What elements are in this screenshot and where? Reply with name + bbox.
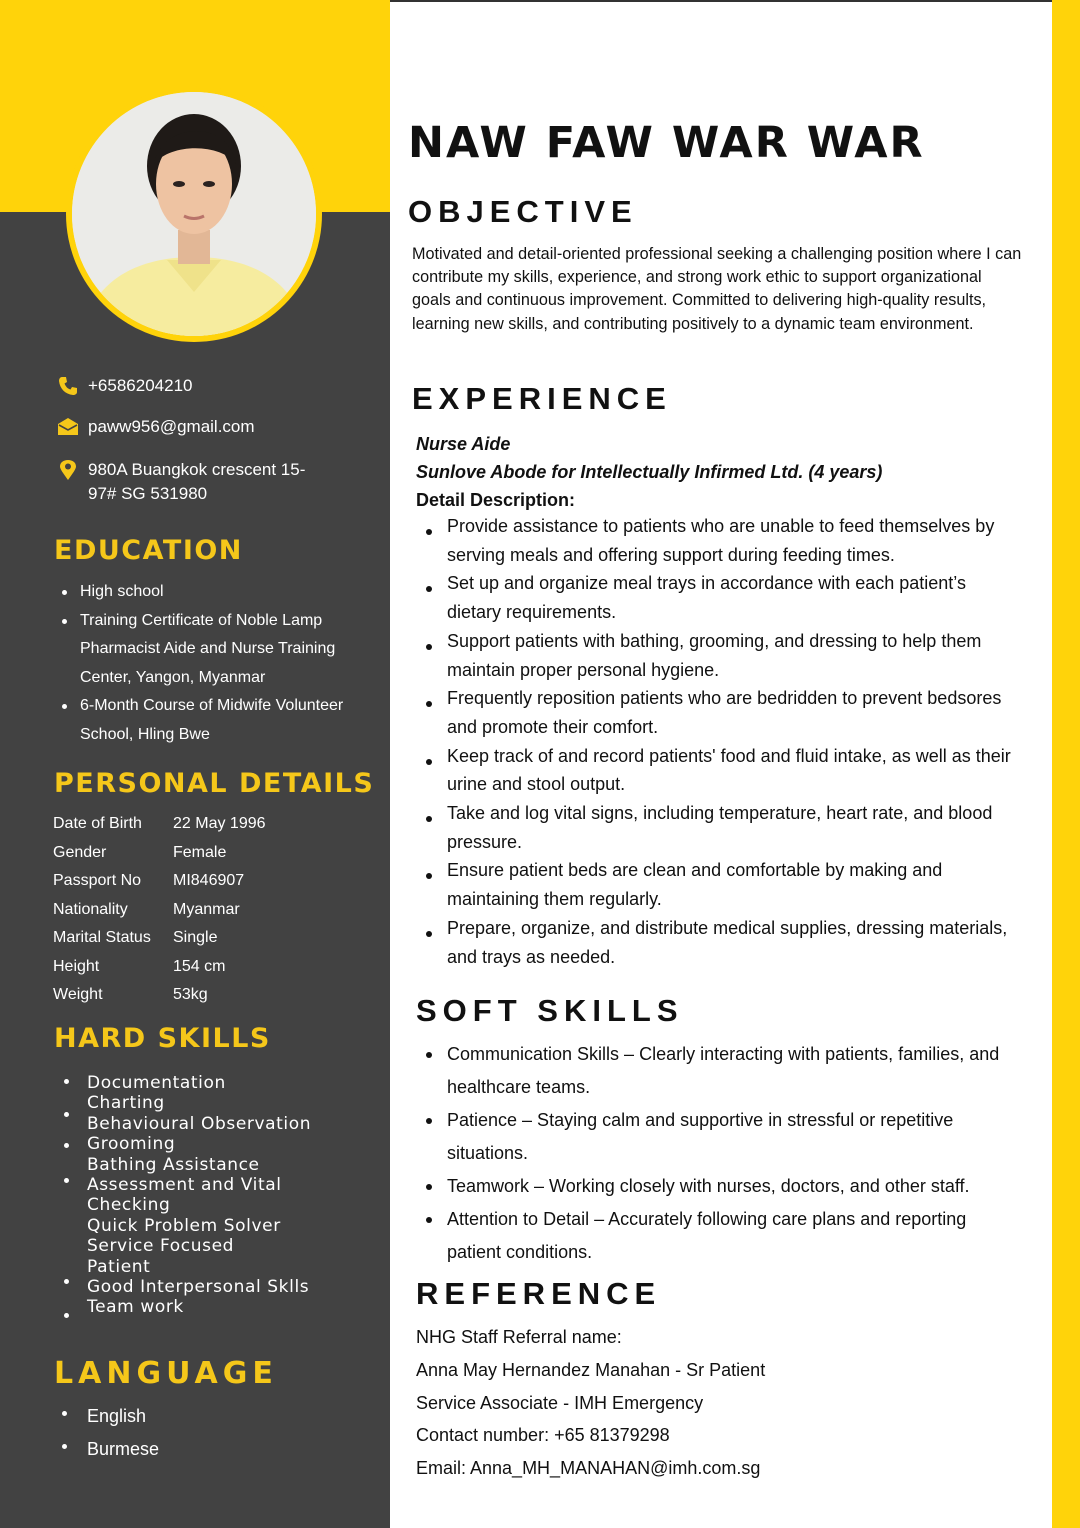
phone-number[interactable]: +6586204210 bbox=[88, 376, 193, 395]
soft-skill-item: Patience – Staying calm and supportive in stressful or repetitive situations. bbox=[416, 1104, 1016, 1170]
contact-phone bbox=[56, 374, 328, 398]
detail-row-gender bbox=[53, 839, 266, 868]
detail-row-height bbox=[53, 953, 266, 982]
reference-block bbox=[416, 1321, 1016, 1485]
duty-item: Frequently reposition patients who are bedridden to prevent bedsores and promote their comfort. bbox=[416, 684, 1016, 741]
education-item: High school bbox=[62, 578, 362, 607]
reference-line: Service Associate - IMH Emergency bbox=[416, 1392, 704, 1413]
detail-row-dob bbox=[53, 810, 266, 839]
hard-skill-line: Bathing Assistance bbox=[87, 1154, 260, 1175]
detail-label: Passport No bbox=[53, 872, 142, 889]
detail-value: 154 cm bbox=[173, 957, 226, 975]
email-address[interactable]: paww956@gmail.com bbox=[88, 417, 255, 436]
job-company: Sunlove Abode for Intellectually Infirmed Ltd. (4 years) bbox=[416, 462, 883, 482]
detail-value: MI846907 bbox=[173, 872, 245, 889]
top-border-line bbox=[390, 0, 1052, 2]
profile-photo bbox=[66, 86, 322, 342]
hard-skill-line: Behavioural Observation bbox=[87, 1113, 312, 1134]
phone-icon bbox=[56, 374, 80, 398]
soft-skills-heading: SOFT SKILLS bbox=[416, 993, 684, 1028]
hard-skills-heading: HARD SKILLS bbox=[54, 1023, 271, 1054]
hard-skill-line: Service Focused bbox=[87, 1236, 235, 1257]
soft-skill-item: Communication Skills – Clearly interacting with patients, families, and healthcare teams. bbox=[416, 1038, 1016, 1104]
language-item: English bbox=[62, 1400, 159, 1433]
soft-skill-item: Attention to Detail – Accurately following care plans and reporting patient conditions. bbox=[416, 1203, 1016, 1269]
portrait-illustration bbox=[72, 92, 316, 336]
location-pin-icon bbox=[56, 458, 80, 482]
right-accent-stripe bbox=[1052, 0, 1080, 1528]
bullet-dot bbox=[64, 1279, 69, 1284]
education-item: 6-Month Course of Midwife Volunteer School, Hling Bwe bbox=[62, 692, 362, 749]
detail-row-passport bbox=[53, 867, 266, 896]
envelope-icon bbox=[56, 415, 80, 439]
detail-value: Myanmar bbox=[173, 900, 240, 918]
hard-skill-line: Quick Problem Solver bbox=[87, 1215, 281, 1236]
candidate-name: NAW FAW WAR WAR bbox=[408, 118, 925, 168]
experience-duties-list bbox=[416, 512, 1016, 971]
hard-skill-line: Assessment and Vital bbox=[87, 1175, 282, 1196]
duty-item: Keep track of and record patients' food and fluid intake, as well as their urine and stool output. bbox=[416, 742, 1016, 799]
detail-label: Nationality bbox=[53, 900, 128, 918]
detail-label: Weight bbox=[53, 986, 103, 1003]
personal-details-heading: PERSONAL DETAILS bbox=[54, 768, 375, 799]
duty-item: Prepare, organize, and distribute medical supplies, dressing materials, and trays as needed. bbox=[416, 914, 1016, 971]
reference-line: NHG Staff Referral name: bbox=[416, 1327, 622, 1347]
objective-heading: OBJECTIVE bbox=[408, 194, 638, 229]
objective-text: Motivated and detail-oriented professional seeking a challenging position where I can contribute my skills, experience, and strong work ethic to support organizational goals and continuous improvement. Committed to delivering high-quality results, learning new skills, and contributing positively to a dynamic team environment. bbox=[412, 245, 1022, 333]
detail-value: 22 May 1996 bbox=[173, 815, 266, 832]
detail-label: Date of Birth bbox=[53, 815, 142, 832]
duty-item: Provide assistance to patients who are unable to feed themselves by serving meals and offering support during feeding times. bbox=[416, 512, 1016, 569]
bullet-dot bbox=[64, 1313, 69, 1318]
duty-item: Set up and organize meal trays in accordance with each patient’s dietary requirements. bbox=[416, 569, 1016, 626]
hard-skill-line: Checking bbox=[87, 1195, 171, 1216]
home-address: 980A Buangkok crescent 15-97# SG 531980 bbox=[88, 460, 306, 503]
education-heading: EDUCATION bbox=[54, 535, 243, 566]
detail-value: Female bbox=[173, 843, 227, 861]
profile-photo-image bbox=[72, 92, 316, 336]
detail-row-weight bbox=[53, 981, 266, 1010]
duty-item: Support patients with bathing, grooming, and dressing to help them maintain proper personal hygiene. bbox=[416, 627, 1016, 684]
detail-value: 53kg bbox=[173, 986, 208, 1003]
detail-value: Single bbox=[173, 929, 218, 946]
bullet-dot bbox=[64, 1143, 69, 1148]
detail-description-label: Detail Description: bbox=[416, 490, 576, 510]
hard-skill-line: Patient bbox=[87, 1256, 151, 1277]
job-title: Nurse Aide bbox=[416, 434, 511, 454]
hard-skills-list bbox=[87, 1073, 367, 1318]
detail-label: Gender bbox=[53, 843, 107, 861]
contact-address bbox=[56, 458, 328, 506]
reference-line: Anna May Hernandez Manahan - Sr Patient bbox=[416, 1359, 766, 1380]
bullet-dot bbox=[64, 1112, 69, 1117]
detail-row-nationality bbox=[53, 896, 266, 925]
education-item: Training Certificate of Noble Lamp Pharmacist Aide and Nurse Training Center, Yangon, Myanmar bbox=[62, 607, 362, 693]
hard-skill-line: Team work bbox=[87, 1297, 184, 1318]
detail-label: Marital Status bbox=[53, 929, 151, 946]
language-list bbox=[62, 1400, 159, 1466]
education-list bbox=[62, 578, 362, 749]
detail-row-marital-status bbox=[53, 924, 266, 953]
reference-heading: REFERENCE bbox=[416, 1276, 662, 1311]
language-item: Burmese bbox=[62, 1433, 159, 1466]
language-heading: LANGUAGE bbox=[54, 1356, 278, 1391]
duty-item: Ensure patient beds are clean and comfortable by making and maintaining them regularly. bbox=[416, 856, 1016, 913]
hard-skill-line: Good Interpersonal Sklls bbox=[87, 1277, 310, 1298]
soft-skills-list bbox=[416, 1038, 1016, 1269]
soft-skill-item: Teamwork – Working closely with nurses, doctors, and other staff. bbox=[416, 1170, 1016, 1203]
hard-skill-line: Grooming bbox=[87, 1134, 176, 1155]
contact-email bbox=[56, 415, 328, 439]
experience-heading: EXPERIENCE bbox=[412, 381, 672, 416]
reference-contact-number[interactable]: Contact number: +65 81379298 bbox=[416, 1425, 670, 1446]
detail-label: Height bbox=[53, 957, 100, 975]
bullet-dot bbox=[64, 1178, 69, 1183]
bullet-dot bbox=[64, 1079, 69, 1084]
hard-skill-line: Documentation bbox=[87, 1073, 226, 1093]
duty-item: Take and log vital signs, including temperature, heart rate, and blood pressure. bbox=[416, 799, 1016, 856]
hard-skill-line: Charting bbox=[87, 1093, 165, 1114]
reference-email[interactable]: Email: Anna_MH_MANAHAN@imh.com.sg bbox=[416, 1458, 761, 1479]
personal-details-table bbox=[53, 810, 266, 1010]
